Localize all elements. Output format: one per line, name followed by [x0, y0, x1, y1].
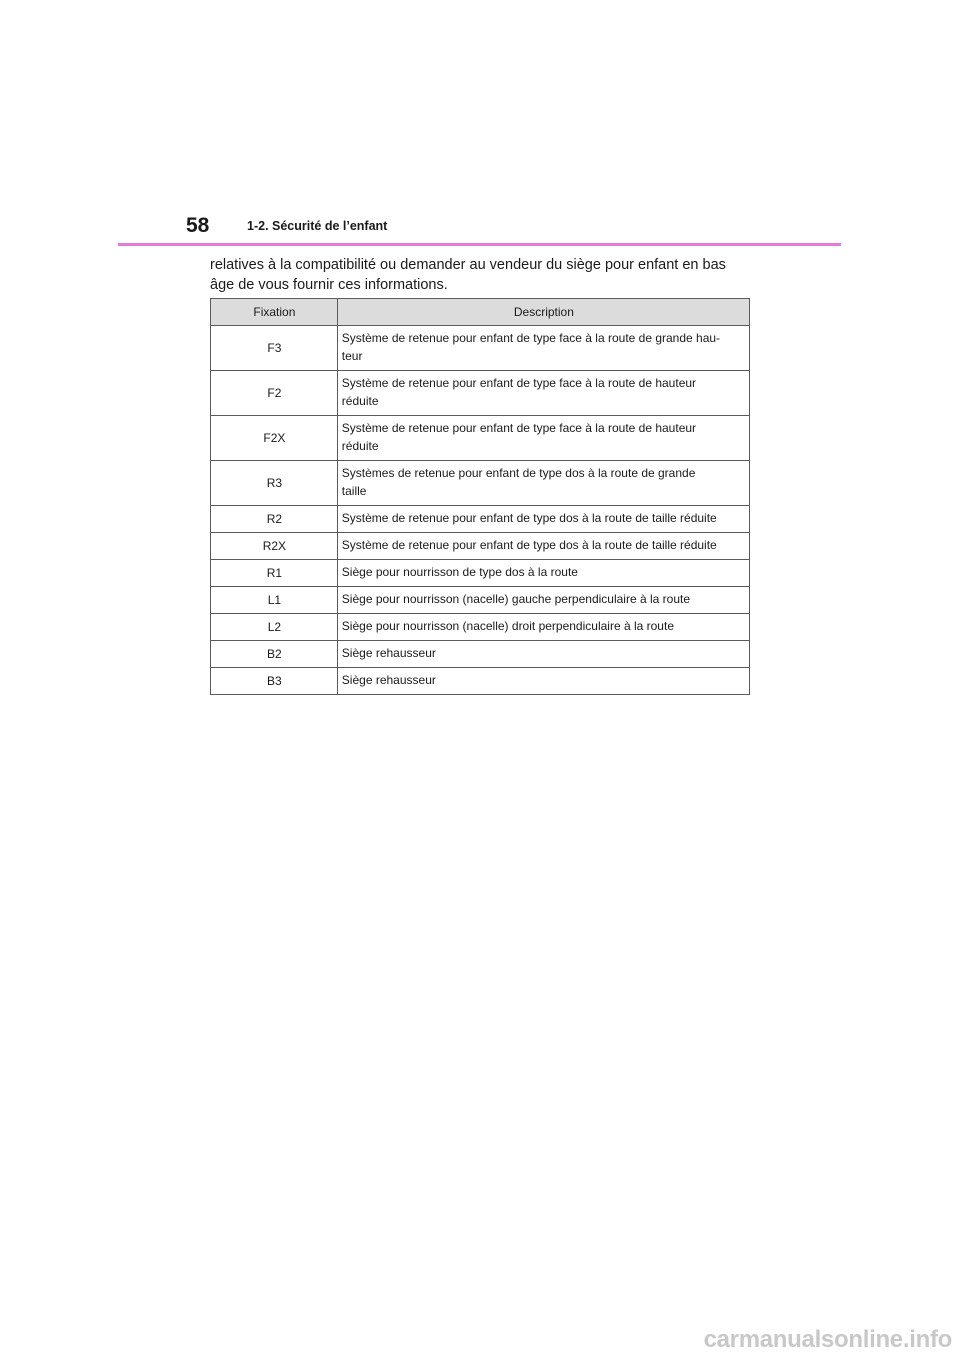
section-title: 1-2. Sécurité de l’enfant	[247, 219, 388, 233]
column-header-fixation: Fixation	[211, 299, 338, 326]
fixation-cell: R1	[211, 560, 338, 587]
page-number: 58	[186, 214, 210, 237]
description-cell	[337, 326, 749, 371]
table-header-row	[211, 299, 750, 326]
description-cell: Siège rehausseur	[337, 668, 749, 695]
description-cell: Système de retenue pour enfant de type dos à la route de taille réduite	[337, 533, 749, 560]
fixation-cell: R3	[211, 461, 338, 506]
description-line: Systèmes de retenue pour enfant de type dos à la route de grande	[341, 466, 696, 480]
table-row	[211, 506, 750, 533]
table-row	[211, 326, 750, 371]
description-line: taille	[341, 484, 367, 498]
intro-paragraph	[210, 255, 770, 295]
table-row	[211, 560, 750, 587]
description-cell: Siège pour nourrisson (nacelle) gauche perpendiculaire à la route	[337, 587, 749, 614]
table-row	[211, 371, 750, 416]
table-row	[211, 533, 750, 560]
column-header-description: Description	[337, 299, 749, 326]
table-row	[211, 461, 750, 506]
table-row	[211, 614, 750, 641]
description-cell	[337, 371, 749, 416]
fixation-cell: F2X	[211, 416, 338, 461]
description-cell: Siège rehausseur	[337, 641, 749, 668]
table-row	[211, 587, 750, 614]
description-cell: Siège pour nourrisson (nacelle) droit perpendiculaire à la route	[337, 614, 749, 641]
fixation-cell: F2	[211, 371, 338, 416]
description-cell: Siège pour nourrisson de type dos à la route	[337, 560, 749, 587]
header-rule	[118, 243, 841, 246]
fixation-table	[210, 298, 750, 695]
description-cell: Système de retenue pour enfant de type dos à la route de taille réduite	[337, 506, 749, 533]
table-row	[211, 668, 750, 695]
table-row	[211, 641, 750, 668]
description-line: Système de retenue pour enfant de type face à la route de grande hau-	[341, 331, 721, 345]
watermark: carmanualsonline.info	[703, 1326, 952, 1353]
fixation-cell: L2	[211, 614, 338, 641]
description-line: Système de retenue pour enfant de type face à la route de hauteur	[341, 421, 697, 435]
intro-line-1: relatives à la compatibilité ou demander au vendeur du siège pour enfant en bas	[210, 257, 726, 273]
description-cell	[337, 416, 749, 461]
description-line: Système de retenue pour enfant de type face à la route de hauteur	[341, 376, 697, 390]
description-line: teur	[341, 349, 363, 363]
table-row	[211, 416, 750, 461]
description-line: réduite	[341, 439, 379, 453]
fixation-cell: F3	[211, 326, 338, 371]
fixation-cell: B2	[211, 641, 338, 668]
fixation-cell: R2	[211, 506, 338, 533]
description-line: réduite	[341, 394, 379, 408]
intro-line-2: âge de vous fournir ces informations.	[210, 277, 448, 293]
fixation-cell: R2X	[211, 533, 338, 560]
fixation-cell: L1	[211, 587, 338, 614]
fixation-cell: B3	[211, 668, 338, 695]
description-cell	[337, 461, 749, 506]
